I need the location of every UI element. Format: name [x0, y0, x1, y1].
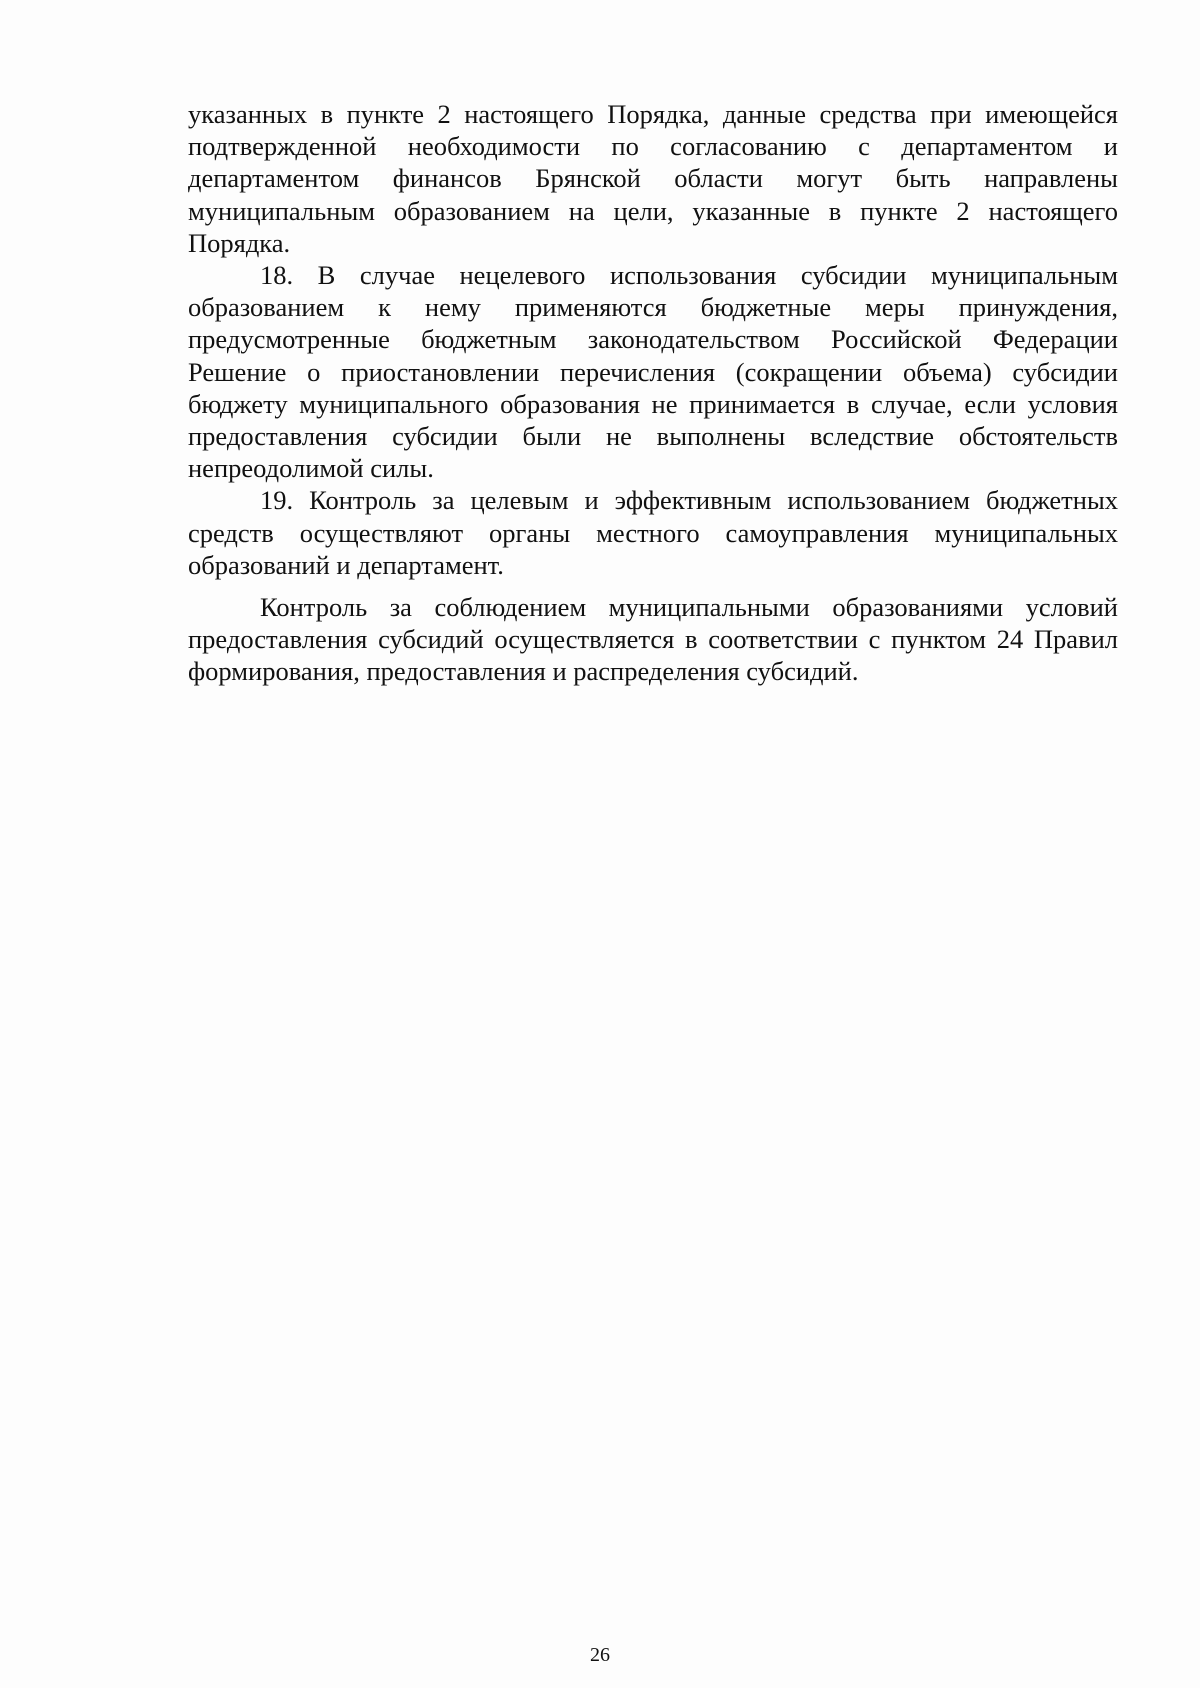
paragraph-control: Контроль за соблюдением муниципальными образованиями условий предоставления субсидий осуществляется в соответствии с пунктом 24 Правил формирования, предоставления и распределения субсидий. [188, 592, 1118, 687]
page-number: 26 [590, 1644, 610, 1666]
paragraph-continuation: указанных в пункте 2 настоящего Порядка, данные средства при имеющейся подтвержденной необходимости по согласованию с департаментом и департаментом финансов Брянской области могут быть направлены муниципальным образованием на цели, указанные в пункте 2 настоящего Порядка. [188, 99, 1118, 258]
paragraph-18: 18. В случае нецелевого использования субсидии муниципальным образованием к нему применяются бюджетные меры принуждения, предусмотренные бюджетным законодательством Российской Федерации Решение о приостановлении перечисления (сокращении объема) субсидии бюджету муниципального образования не принимается в случае, если условия предоставления субсидии были не выполнены вследствие обстоятельств непреодолимой силы. [188, 260, 1118, 484]
paragraph-19: 19. Контроль за целевым и эффективным использованием бюджетных средств осуществляют органы местного самоуправления муниципальных образований и департамент. [188, 485, 1118, 580]
document-body [188, 98, 1118, 688]
